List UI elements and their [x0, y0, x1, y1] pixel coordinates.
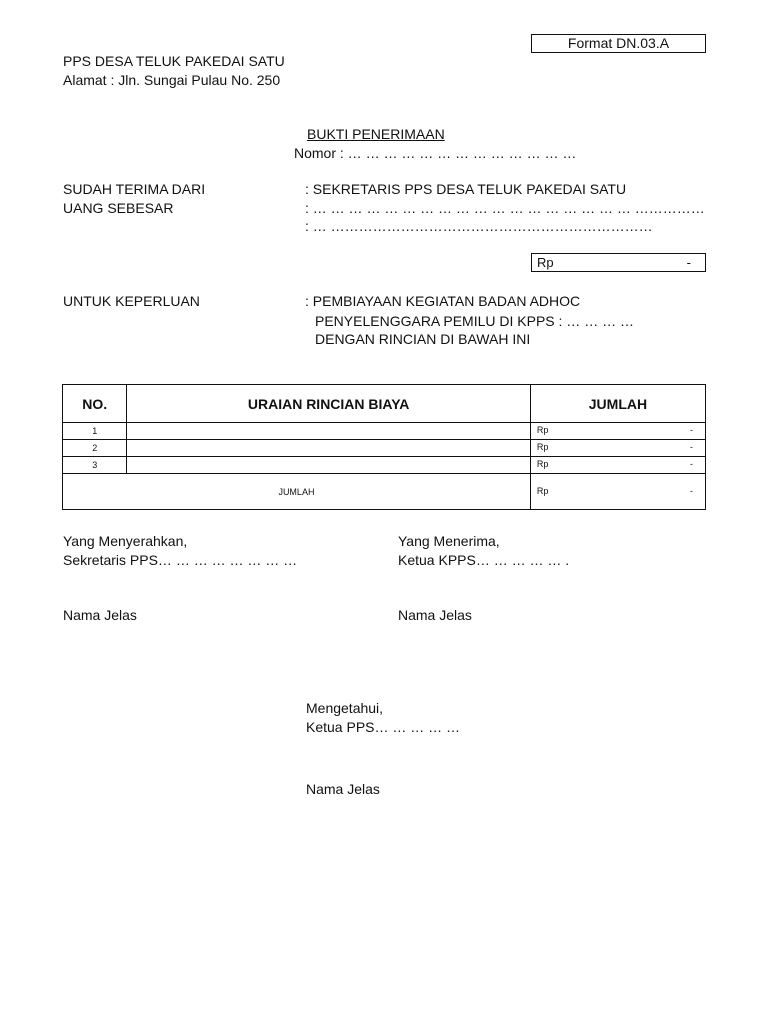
received-from-label: SUDAH TERIMA DARI — [63, 181, 206, 197]
total-label: JUMLAH — [63, 474, 531, 510]
table-row — [63, 457, 706, 474]
org-name: PPS DESA TELUK PAKEDAI SATU — [63, 53, 285, 69]
total-amount-value: - — [690, 486, 693, 496]
format-code-box — [531, 34, 706, 53]
receiver-title: Ketua KPPS… … … … … . — [398, 552, 570, 568]
row-currency: Rp — [536, 442, 549, 452]
purpose-line-3: DENGAN RINCIAN DI BAWAH INI — [315, 331, 531, 347]
row-amount — [530, 457, 705, 474]
amount-value: - — [686, 255, 691, 270]
row-amount-value: - — [690, 442, 693, 452]
row-description — [127, 457, 531, 474]
format-code: Format DN.03.A — [567, 35, 670, 51]
row-description — [127, 440, 531, 457]
amount-currency: Rp — [537, 255, 554, 270]
header-description: URAIAN RINCIAN BIAYA — [127, 385, 531, 423]
row-amount — [530, 440, 705, 457]
received-from-value: : SEKRETARIS PPS DESA TELUK PAKEDAI SATU — [305, 181, 627, 197]
document-title: BUKTI PENERIMAAN — [307, 126, 445, 142]
cost-detail-table — [62, 384, 706, 510]
total-amount — [530, 474, 705, 510]
table-total-row — [63, 474, 706, 510]
org-address: Alamat : Jln. Sungai Pulau No. 250 — [63, 72, 281, 88]
giver-title: Sekretaris PPS… … … … … … … … — [63, 552, 298, 568]
header-no: NO. — [63, 385, 127, 423]
row-amount — [530, 423, 705, 440]
row-currency: Rp — [536, 459, 549, 469]
total-currency: Rp — [536, 486, 549, 496]
giver-role: Yang Menyerahkan, — [63, 533, 188, 549]
row-number: 1 — [63, 423, 127, 440]
amount-label: UANG SEBESAR — [63, 200, 174, 216]
table-header-row — [63, 385, 706, 423]
document-number: Nomor : … … … … … … … … … … … … … — [294, 145, 577, 161]
purpose-line-1: : PEMBIAYAAN KEGIATAN BADAN ADHOC — [305, 293, 581, 309]
table-row — [63, 423, 706, 440]
row-amount-value: - — [690, 459, 693, 469]
row-currency: Rp — [536, 425, 549, 435]
witness-title: Ketua PPS… … … … … — [306, 719, 461, 735]
witness-name-line: Nama Jelas — [306, 781, 380, 797]
row-number: 2 — [63, 440, 127, 457]
witness-role: Mengetahui, — [306, 700, 384, 716]
amount-box — [531, 253, 706, 272]
row-amount-value: - — [690, 425, 693, 435]
row-description — [127, 423, 531, 440]
receiver-role: Yang Menerima, — [398, 533, 500, 549]
giver-name-line: Nama Jelas — [63, 607, 137, 623]
table-row — [63, 440, 706, 457]
amount-in-words-line-1: : … … … … … … … … … … … … … … … … … … …………… — [305, 200, 705, 216]
purpose-line-2: PENYELENGGARA PEMILU DI KPPS : … … … … — [315, 313, 634, 329]
header-amount: JUMLAH — [530, 385, 705, 423]
receiver-name-line: Nama Jelas — [398, 607, 472, 623]
amount-in-words-line-2: : … …………………………………………………………… — [305, 218, 653, 234]
purpose-label: UNTUK KEPERLUAN — [63, 293, 200, 309]
row-number: 3 — [63, 457, 127, 474]
